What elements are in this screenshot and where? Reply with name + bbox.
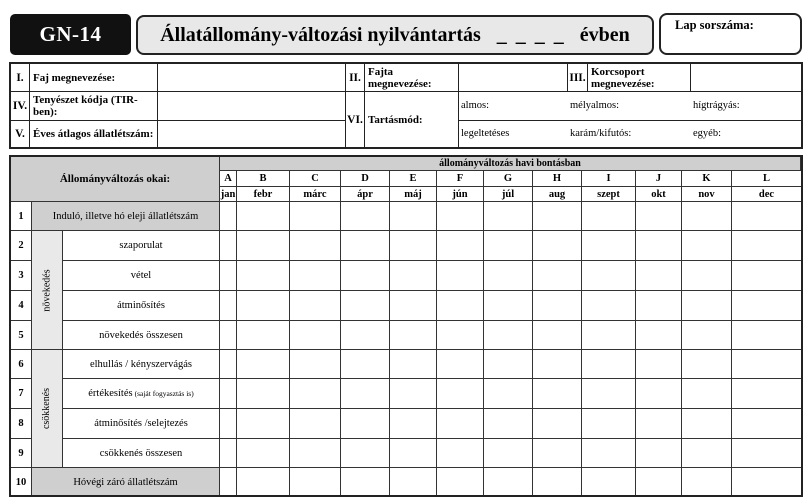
data-cell[interactable] (682, 350, 732, 379)
data-cell[interactable] (220, 409, 237, 439)
data-cell[interactable] (732, 409, 801, 439)
column-letter: F (437, 171, 484, 187)
row-label-purchase (63, 261, 220, 291)
data-cell[interactable] (290, 261, 341, 291)
data-cell[interactable] (636, 379, 682, 409)
data-cell[interactable] (533, 409, 582, 439)
data-cell[interactable] (437, 202, 484, 231)
month-header: jún (437, 187, 484, 202)
data-cell[interactable] (636, 291, 682, 321)
data-cell[interactable] (732, 321, 801, 350)
data-cell[interactable] (636, 202, 682, 231)
sheet-number-label: Lap sorszáma: (675, 18, 754, 32)
data-cell[interactable] (533, 379, 582, 409)
row-number: 4 (11, 291, 32, 321)
column-letter: A (220, 171, 237, 187)
row-label-opening-count (32, 202, 220, 231)
row-label-text: vétel (130, 270, 152, 281)
data-cell[interactable] (636, 439, 682, 468)
row-label-text: csökkenés összesen (99, 447, 183, 459)
data-cell[interactable] (237, 291, 290, 321)
data-cell[interactable] (732, 468, 801, 497)
month-header: márc (290, 187, 341, 202)
reasons-header: Állományváltozás okai: (11, 157, 220, 202)
column-letter: D (341, 171, 390, 187)
data-cell[interactable] (341, 202, 390, 231)
data-cell[interactable] (636, 261, 682, 291)
species-label: Faj megnevezése: (30, 64, 158, 92)
data-cell[interactable] (237, 468, 290, 497)
data-cell[interactable] (220, 231, 237, 261)
data-cell[interactable] (732, 291, 801, 321)
data-cell[interactable] (682, 379, 732, 409)
monthly-header: állományváltozás havi bontásban (220, 157, 801, 171)
data-cell[interactable] (582, 202, 636, 231)
keeping-option-deep-litter[interactable]: mélyalmos: (568, 92, 691, 121)
data-cell[interactable] (390, 321, 437, 350)
data-cell[interactable] (437, 468, 484, 497)
keeping-option-pen[interactable]: karám/kifutós: (570, 128, 632, 139)
sheet-number-box[interactable] (659, 13, 802, 55)
data-cell[interactable] (484, 202, 533, 231)
data-cell[interactable] (636, 231, 682, 261)
data-cell[interactable] (237, 261, 290, 291)
data-cell[interactable] (533, 231, 582, 261)
keeping-option-litter[interactable]: almos: (459, 92, 568, 121)
row-label-text: növekedés összesen (99, 329, 183, 341)
data-cell[interactable] (484, 261, 533, 291)
data-cell[interactable] (437, 291, 484, 321)
data-cell[interactable] (437, 379, 484, 409)
row-label-text: szaporulat (119, 240, 163, 251)
row-number: 10 (11, 468, 32, 497)
data-cell[interactable] (437, 350, 484, 379)
data-cell[interactable] (237, 409, 290, 439)
data-cell[interactable] (341, 231, 390, 261)
data-cell[interactable] (390, 439, 437, 468)
row-label-text: átminősítés (117, 300, 165, 311)
data-cell[interactable] (237, 202, 290, 231)
row-label-reclass-out (63, 409, 220, 439)
data-cell[interactable] (533, 468, 582, 497)
data-cell[interactable] (732, 261, 801, 291)
data-cell[interactable] (390, 379, 437, 409)
row-number: 6 (11, 350, 32, 379)
data-cell[interactable] (533, 291, 582, 321)
monthly-change-table (9, 155, 803, 497)
data-cell[interactable] (220, 379, 237, 409)
keeping-label: Tartásmód: (365, 92, 459, 147)
row-label-text: elhullás / kényszervágás (89, 358, 193, 370)
month-header: jan (220, 187, 237, 202)
row-number: 3 (11, 261, 32, 291)
month-header: nov (682, 187, 732, 202)
data-cell[interactable] (341, 321, 390, 350)
month-header: máj (390, 187, 437, 202)
species-field[interactable] (158, 64, 346, 92)
row-label-text: Hóvégi záró állatlétszám (73, 477, 178, 488)
row-label-reclass-in (63, 291, 220, 321)
avg-count-label: Éves átlagos állatlétszám: (30, 121, 158, 147)
row-label-text: átminősítés /selejtezés (94, 418, 188, 429)
data-cell[interactable] (582, 439, 636, 468)
data-cell[interactable] (484, 379, 533, 409)
row-num-vi: VI. (346, 92, 365, 147)
data-cell[interactable] (290, 231, 341, 261)
avg-count-field[interactable] (158, 121, 346, 147)
form-title: Állatállomány-változási nyilvántartás (160, 23, 481, 46)
row-label-increase-total (63, 321, 220, 350)
row-number: 8 (11, 409, 32, 439)
row-label-decrease-total (63, 439, 220, 468)
data-cell[interactable] (220, 439, 237, 468)
column-letter: I (582, 171, 636, 187)
column-letter: C (290, 171, 341, 187)
data-cell[interactable] (390, 231, 437, 261)
data-cell[interactable] (341, 468, 390, 497)
row-label-text: értékesítés (88, 388, 133, 399)
breed-label: Fajta megnevezése: (365, 64, 459, 92)
row-label-deaths (63, 350, 220, 379)
data-cell[interactable] (582, 291, 636, 321)
data-cell[interactable] (290, 202, 341, 231)
data-cell[interactable] (533, 202, 582, 231)
data-cell[interactable] (237, 231, 290, 261)
data-cell[interactable] (220, 321, 237, 350)
column-letter: H (533, 171, 582, 187)
row-number: 1 (11, 202, 32, 231)
data-cell[interactable] (220, 468, 237, 497)
month-header: okt (636, 187, 682, 202)
holding-code-field[interactable] (158, 92, 346, 121)
data-cell[interactable] (341, 291, 390, 321)
data-cell[interactable] (237, 350, 290, 379)
data-cell[interactable] (290, 439, 341, 468)
data-cell[interactable] (484, 439, 533, 468)
data-cell[interactable] (582, 350, 636, 379)
holding-code-label: Tenyészet kódja (TIR-ben): (30, 92, 158, 121)
row-label-births (63, 231, 220, 261)
column-letter: J (636, 171, 682, 187)
form-title-box (136, 15, 654, 55)
row-number: 7 (11, 379, 32, 409)
row-label-text: Induló, illetve hó eleji állatlétszám (52, 210, 199, 222)
data-cell[interactable] (484, 291, 533, 321)
data-cell[interactable] (341, 409, 390, 439)
data-cell[interactable] (484, 409, 533, 439)
column-letter: G (484, 171, 533, 187)
form-code-badge (10, 14, 131, 55)
data-cell[interactable] (533, 261, 582, 291)
data-cell[interactable] (533, 350, 582, 379)
age-group-field[interactable] (691, 64, 801, 92)
data-cell[interactable] (533, 321, 582, 350)
data-cell[interactable] (220, 350, 237, 379)
data-cell[interactable] (220, 261, 237, 291)
data-cell[interactable] (290, 321, 341, 350)
row-number: 2 (11, 231, 32, 261)
row-num-iv: IV. (11, 92, 30, 121)
data-cell[interactable] (290, 468, 341, 497)
data-cell[interactable] (682, 291, 732, 321)
month-header: febr (237, 187, 290, 202)
data-cell[interactable] (237, 379, 290, 409)
data-cell[interactable] (437, 231, 484, 261)
row-num-iii: III. (568, 64, 588, 92)
row-label-sales (63, 379, 220, 409)
data-cell[interactable] (682, 321, 732, 350)
data-cell[interactable] (732, 202, 801, 231)
data-cell[interactable] (237, 439, 290, 468)
data-cell[interactable] (390, 261, 437, 291)
data-cell[interactable] (237, 321, 290, 350)
data-cell[interactable] (290, 350, 341, 379)
data-cell[interactable] (582, 231, 636, 261)
data-cell[interactable] (732, 439, 801, 468)
data-cell[interactable] (484, 231, 533, 261)
data-cell[interactable] (341, 261, 390, 291)
breed-field[interactable] (459, 64, 568, 92)
keeping-option-other[interactable]: egyéb: (693, 128, 721, 139)
data-cell[interactable] (682, 468, 732, 497)
data-cell[interactable] (582, 261, 636, 291)
data-cell[interactable] (582, 468, 636, 497)
data-cell[interactable] (682, 261, 732, 291)
column-letter: L (732, 171, 801, 187)
data-cell[interactable] (682, 202, 732, 231)
group-increase: növekedés (32, 231, 63, 350)
data-cell[interactable] (636, 468, 682, 497)
row-number: 9 (11, 439, 32, 468)
keeping-option-slurry[interactable]: hígtrágyás: (691, 92, 801, 121)
row-label-closing-count (32, 468, 220, 497)
month-header: júl (484, 187, 533, 202)
data-cell[interactable] (732, 350, 801, 379)
data-cell[interactable] (341, 439, 390, 468)
data-cell[interactable] (437, 409, 484, 439)
row-num-ii: II. (346, 64, 365, 92)
year-suffix: évben (579, 23, 630, 46)
data-cell[interactable] (290, 291, 341, 321)
row-label-note: (saját fogyasztás is) (134, 389, 194, 398)
column-letter: B (237, 171, 290, 187)
data-cell[interactable] (484, 321, 533, 350)
age-group-label: Korcsoport megnevezése: (588, 64, 691, 92)
data-cell[interactable] (636, 350, 682, 379)
data-cell[interactable] (682, 409, 732, 439)
month-header: aug (533, 187, 582, 202)
data-cell[interactable] (636, 321, 682, 350)
data-cell[interactable] (484, 350, 533, 379)
form-code: GN-14 (39, 22, 102, 46)
row-number: 5 (11, 321, 32, 350)
data-cell[interactable] (582, 409, 636, 439)
data-cell[interactable] (390, 291, 437, 321)
row-num-v: V. (11, 121, 30, 147)
data-cell[interactable] (582, 321, 636, 350)
month-header: ápr (341, 187, 390, 202)
column-letter: E (390, 171, 437, 187)
month-header: szept (582, 187, 636, 202)
data-cell[interactable] (533, 439, 582, 468)
data-cell[interactable] (220, 202, 237, 231)
data-cell[interactable] (220, 291, 237, 321)
data-cell[interactable] (390, 468, 437, 497)
data-cell[interactable] (341, 379, 390, 409)
data-cell[interactable] (682, 439, 732, 468)
row-num-i: I. (11, 64, 30, 92)
data-cell[interactable] (390, 409, 437, 439)
year-blank[interactable]: _ _ _ _ (496, 23, 566, 46)
month-header: dec (732, 187, 801, 202)
data-cell[interactable] (682, 231, 732, 261)
group-decrease: csökkenés (32, 350, 63, 468)
data-cell[interactable] (390, 202, 437, 231)
info-grid (9, 62, 803, 149)
data-cell[interactable] (732, 379, 801, 409)
data-cell[interactable] (732, 231, 801, 261)
data-cell[interactable] (437, 261, 484, 291)
data-cell[interactable] (290, 379, 341, 409)
data-cell[interactable] (636, 409, 682, 439)
data-cell[interactable] (341, 350, 390, 379)
data-cell[interactable] (437, 321, 484, 350)
data-cell[interactable] (390, 350, 437, 379)
keeping-option-grazing[interactable]: legeltetéses (461, 128, 510, 139)
column-letter: K (682, 171, 732, 187)
data-cell[interactable] (290, 409, 341, 439)
data-cell[interactable] (484, 468, 533, 497)
data-cell[interactable] (582, 379, 636, 409)
data-cell[interactable] (437, 439, 484, 468)
